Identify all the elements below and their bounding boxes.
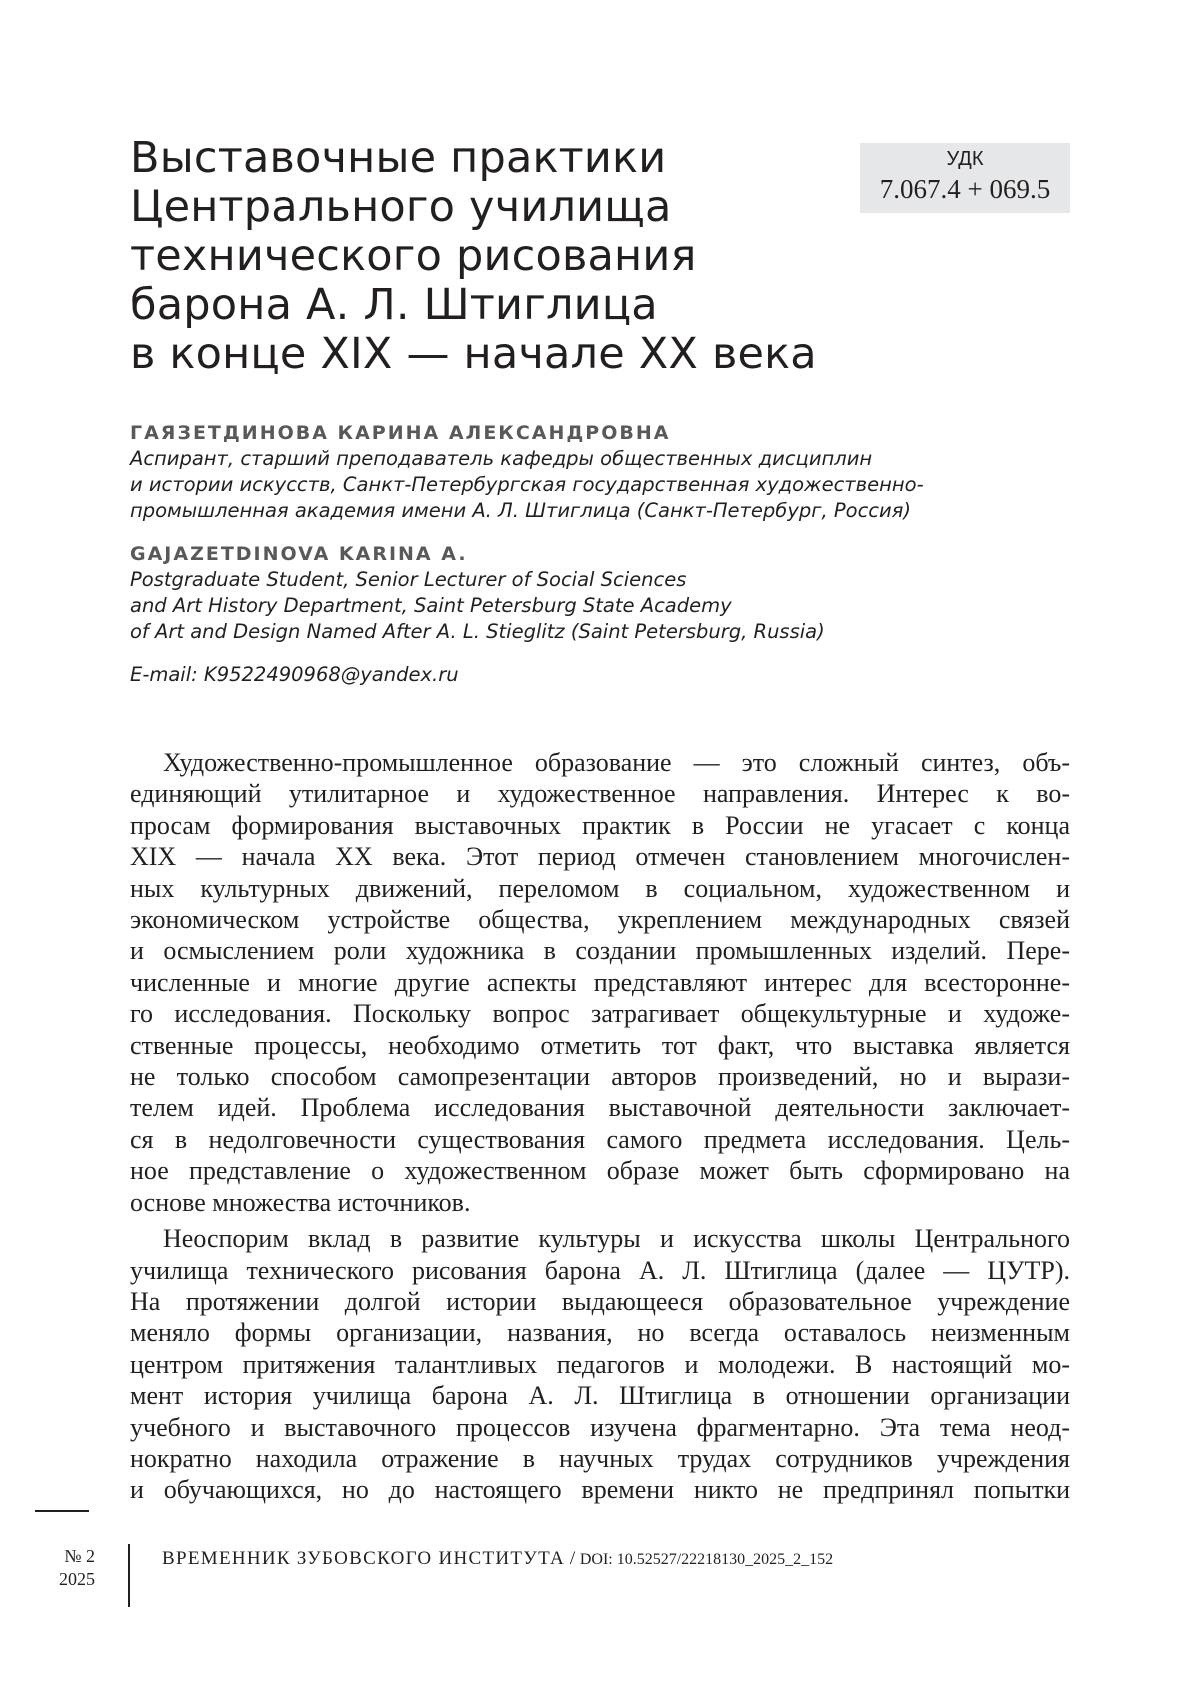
footer-divider (128, 1544, 130, 1607)
text-line: численные и многие другие аспекты представляют интерес для всесторонне- (130, 967, 1070, 997)
affiliation-line-en: and Art History Department, Saint Petersburg State Academy (130, 594, 732, 617)
text-line: просам формирования выставочных практик в России не угасает с конца (130, 810, 1070, 840)
issue-label: № 2 (64, 1546, 95, 1566)
text-line: учебного и выставочного процессов изучена фрагментарно. Эта тема неод- (130, 1412, 1070, 1442)
affiliation-line-ru: промышленная академия имени А. Л. Штиглица (Санкт-Петербург, Россия) (130, 499, 912, 522)
affiliation-line-ru: Аспирант, старший преподаватель кафедры общественных дисциплин (130, 447, 873, 470)
text-line: меняло формы организации, названия, но всегда оставалось неизменным (130, 1318, 1070, 1348)
journal-name: ВРЕМЕННИК ЗУБОВСКОГО ИНСТИТУТА (162, 1548, 566, 1569)
title-line: барона А. Л. Штиглица (130, 280, 658, 330)
text-line: и обучающихся, но до настоящего времени никто не предпринял попытки (130, 1475, 1070, 1505)
running-footer (162, 1547, 833, 1572)
affiliation-line-en: Postgraduate Student, Senior Lecturer of Social Sciences (130, 568, 687, 591)
title-line: технического рисования (130, 231, 697, 281)
udk-code: 7.067.4 + 069.5 (879, 174, 1051, 204)
text-line: На протяжении долгой истории выдающееся образовательное учреждение (130, 1286, 1070, 1316)
text-line: нократно находила отражение в научных трудах сотрудников учреждения (130, 1443, 1070, 1473)
title-line: Центрального училища (130, 182, 672, 232)
text-line: ственные процессы, необходимо отметить тот факт, что выставка является (130, 1030, 1070, 1060)
footer-rule (35, 1510, 89, 1512)
text-line: ных культурных движений, переломом в социальном, художественном и (130, 873, 1070, 903)
text-line: экономическом устройстве общества, укреплением международных связей (130, 905, 1070, 935)
issue-year: 2025 (59, 1569, 95, 1589)
title-line: в конце XIX — начале XX века (130, 329, 817, 379)
paragraph (130, 1223, 1070, 1506)
affiliation-line-ru: и истории искусств, Санкт-Петербургская государственная художественно- (130, 473, 924, 496)
udk-box (860, 143, 1070, 213)
text-line: XIX — начала XX века. Этот период отмечен становлением многочислен- (130, 842, 1070, 872)
text-line: мент история училища барона А. Л. Штиглица в отношении организации (130, 1381, 1070, 1411)
text-line: ся в недолговечности существования самого предмета исследования. Цель- (130, 1124, 1070, 1154)
author-name-ru: ГАЯЗЕТДИНОВА КАРИНА АЛЕКСАНДРОВНА (130, 422, 671, 444)
affiliation-line-en: of Art and Design Named After A. L. Stieglitz (Saint Petersburg, Russia) (130, 620, 825, 643)
text-line: Художественно-промышленное образование — это сложный синтез, объ- (163, 748, 1070, 777)
text-line: основе множества источников. (130, 1187, 471, 1217)
author-name-en: GAJAZETDINOVA KARINA A. (130, 543, 468, 565)
udk-label: УДК (946, 148, 984, 170)
text-line: и осмыслением роли художника в создании промышленных изделий. Пере- (130, 936, 1070, 966)
text-line: Неоспорим вклад в развитие культуры и искусства школы Центрального (163, 1224, 1070, 1254)
text-line: го исследования. Поскольку вопрос затрагивает общекультурные и художе- (130, 999, 1070, 1029)
article-body (130, 747, 1070, 1511)
paragraph (130, 747, 1070, 1218)
article-title (130, 134, 850, 379)
title-line: Выставочные практики (130, 133, 667, 183)
text-line: центром притяжения талантливых педагогов и молодежи. В настоящий мо- (130, 1349, 1070, 1379)
text-line: телем идей. Проблема исследования выставочной деятельности заключает- (130, 1093, 1070, 1123)
doi-text: DOI: 10.52527/22218130_2025_2_152 (579, 1551, 834, 1568)
text-line: училища технического рисования барона А. Л. Штиглица (далее — ЦУТР). (130, 1255, 1070, 1285)
text-line: единяющий утилитарное и художественное направления. Интерес к во- (130, 779, 1070, 809)
text-line: ное представление о художественном образе может быть сформировано на (130, 1156, 1070, 1186)
author-block-ru (130, 420, 1090, 524)
author-block-en (130, 541, 1090, 645)
text-line: не только способом самопрезентации авторов произведений, но и вырази- (130, 1062, 1070, 1092)
issue-number (40, 1545, 95, 1591)
author-email: E-mail: K9522490968@yandex.ru (130, 663, 459, 686)
footer-separator: / (565, 1548, 580, 1569)
